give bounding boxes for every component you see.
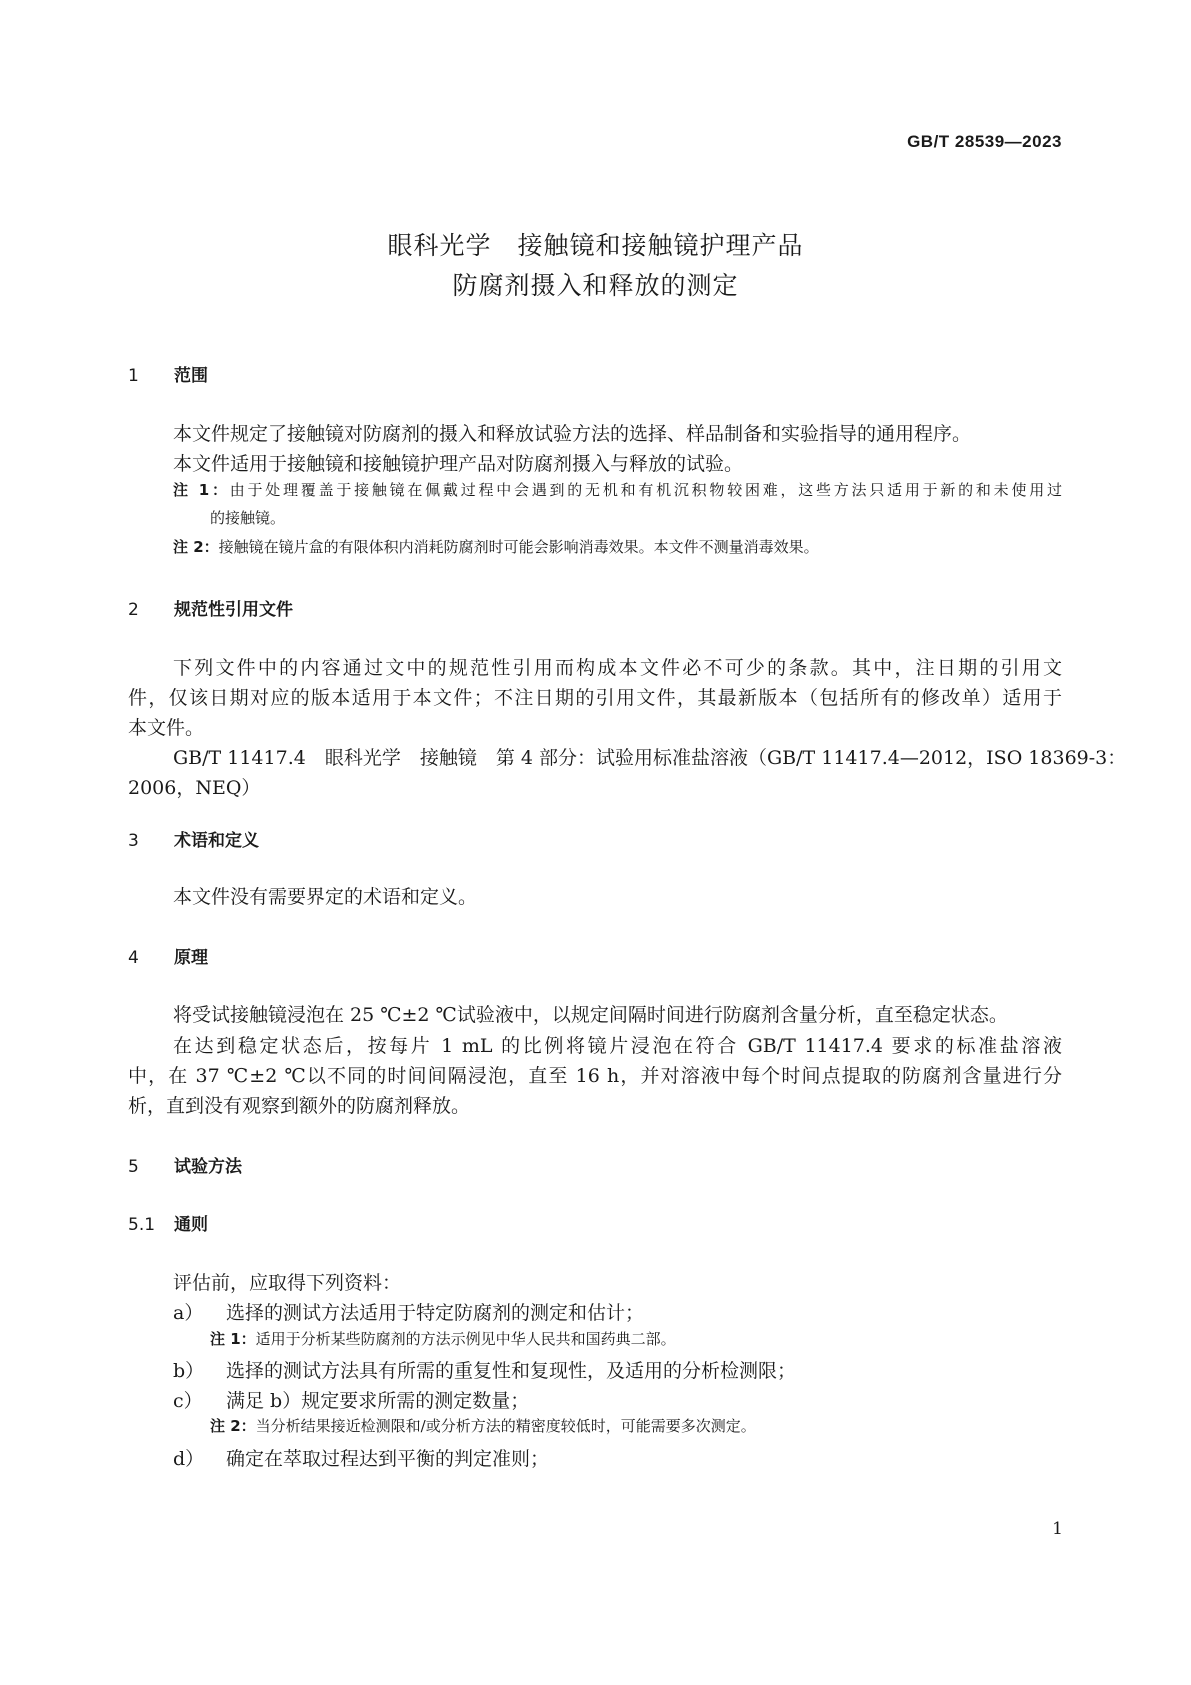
list-item-c — [173, 1386, 529, 1413]
list-text: 选择的测试方法具有所需的重复性和复现性，及适用的分析检测限； — [226, 1360, 797, 1382]
section-2-heading — [128, 595, 293, 620]
section-number: 5 — [128, 1157, 139, 1177]
list-item-a — [173, 1298, 644, 1325]
note-label: 注 1： — [210, 1330, 256, 1348]
list-text: 确定在萃取过程达到平衡的判定准则； — [226, 1448, 550, 1470]
page-number: 1 — [1052, 1519, 1063, 1539]
list-item-b — [173, 1356, 796, 1383]
note-text: 接触镜在镜片盒的有限体积内消耗防腐剂时可能会影响消毒效果。本文件不测量消毒效果。 — [218, 538, 819, 556]
section-4-heading — [128, 943, 208, 968]
paragraph: 在达到稳定状态后，按每片 1 mL 的比例将镜片浸泡在符合 GB/T 11417.4 要求的标准盐溶液 — [173, 1035, 1062, 1057]
paragraph: 件，仅该日期对应的版本适用于本文件；不注日期的引用文件，其最新版本（包括所有的修改单）适用于 — [128, 687, 1062, 709]
section-number: 2 — [128, 600, 139, 620]
paragraph: 本文件规定了接触镜对防腐剂的摄入和释放试验方法的选择、样品制备和实验指导的通用程序。 — [173, 423, 972, 445]
standard-number: GB/T 28539—2023 — [907, 132, 1062, 151]
section-3-heading — [128, 826, 259, 851]
section-number: 1 — [128, 366, 139, 386]
note-2 — [210, 1415, 756, 1436]
section-title: 原理 — [174, 948, 208, 968]
list-marker: b） — [173, 1360, 205, 1382]
note-1 — [210, 1328, 676, 1349]
note-text: 适用于分析某些防腐剂的方法示例见中华人民共和国药典二部。 — [255, 1330, 676, 1348]
section-number: 4 — [128, 948, 139, 968]
list-marker: d） — [173, 1448, 205, 1470]
paragraph: 下列文件中的内容通过文中的规范性引用而构成本文件必不可少的条款。其中，注日期的引用文 — [173, 657, 1062, 679]
paragraph: 将受试接触镜浸泡在 25 ℃±2 ℃试验液中，以规定间隔时间进行防腐剂含量分析，直至稳定状态。 — [173, 1004, 1008, 1026]
note-label: 注 2： — [173, 538, 219, 556]
section-5-heading — [128, 1152, 242, 1177]
normative-reference: GB/T 11417.4 眼科光学 接触镜 第 4 部分：试验用标准盐溶液（GB/T 11417.4—2012，ISO 18369-3： — [173, 747, 1127, 769]
note-1-continued: 的接触镜。 — [210, 509, 286, 527]
paragraph: 本文件。 — [128, 717, 205, 739]
section-title: 试验方法 — [174, 1157, 242, 1177]
document-title-line2: 防腐剂摄入和释放的测定 — [452, 271, 739, 300]
section-1-heading — [128, 361, 208, 386]
list-marker: c） — [173, 1390, 203, 1412]
paragraph: 中，在 37 ℃±2 ℃以不同的时间间隔浸泡，直至 16 h，并对溶液中每个时间点提取的防腐剂含量进行分 — [128, 1065, 1062, 1087]
list-text: 选择的测试方法适用于特定防腐剂的测定和估计； — [226, 1302, 645, 1324]
section-title: 通则 — [174, 1215, 208, 1235]
note-1 — [173, 479, 1062, 500]
section-5-1-heading — [128, 1210, 208, 1235]
list-text: 满足 b）规定要求所需的测定数量； — [226, 1390, 530, 1412]
normative-reference-continued: 2006，NEQ） — [128, 777, 261, 799]
note-text: 由于处理覆盖于接触镜在佩戴过程中会遇到的无机和有机沉积物较困难，这些方法只适用于新的和未使用过 — [229, 481, 1062, 499]
section-number: 3 — [128, 831, 139, 851]
section-title: 规范性引用文件 — [174, 600, 293, 620]
paragraph: 评估前，应取得下列资料： — [173, 1272, 402, 1294]
paragraph: 本文件没有需要界定的术语和定义。 — [173, 886, 478, 908]
section-title: 术语和定义 — [174, 831, 259, 851]
note-label: 注 1： — [173, 481, 230, 499]
note-text: 当分析结果接近检测限和/或分析方法的精密度较低时，可能需要多次测定。 — [255, 1417, 756, 1435]
section-title: 范围 — [174, 366, 208, 386]
paragraph: 析，直到没有观察到额外的防腐剂释放。 — [128, 1095, 471, 1117]
document-title-line1: 眼科光学 接触镜和接触镜护理产品 — [387, 231, 804, 260]
note-2 — [173, 536, 819, 557]
section-number: 5.1 — [128, 1215, 156, 1235]
list-item-d — [173, 1444, 549, 1471]
paragraph: 本文件适用于接触镜和接触镜护理产品对防腐剂摄入与释放的试验。 — [173, 453, 744, 475]
list-marker: a） — [173, 1302, 204, 1324]
note-label: 注 2： — [210, 1417, 256, 1435]
